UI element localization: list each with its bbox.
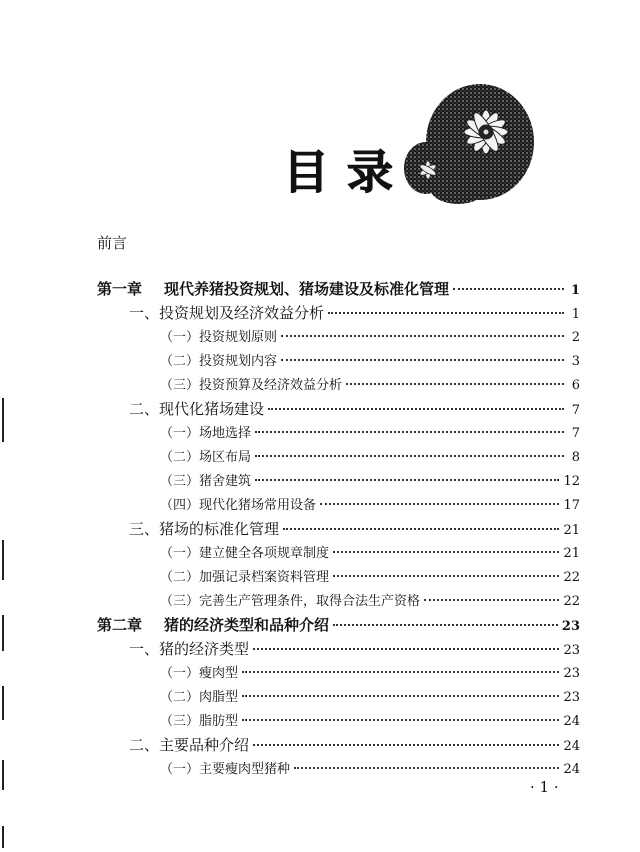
toc-entry-text: （一）建立健全各项规章制度 xyxy=(160,546,330,561)
toc-entry xyxy=(160,590,580,612)
dot-leader xyxy=(242,695,559,697)
toc-page-number: 22 xyxy=(563,570,580,585)
scan-edge-mark xyxy=(2,540,4,580)
toc-entry-text: 现代养猪投资规划、猪场建设及标准化管理 xyxy=(164,280,450,298)
toc-page-number: 23 xyxy=(563,643,580,658)
toc-entry xyxy=(160,710,580,732)
toc-entry-text: （二）肉脂型 xyxy=(160,690,239,705)
toc-entry-label xyxy=(129,638,249,659)
toc-entry-label xyxy=(160,662,238,681)
dot-leader xyxy=(283,528,559,530)
toc-entry-text: （一）主要瘦肉型猪种 xyxy=(160,762,291,777)
dot-leader xyxy=(268,408,564,410)
toc-entry-text: （三）投资预算及经济效益分析 xyxy=(160,378,343,393)
toc-entry xyxy=(160,662,580,684)
toc-page-number: 7 xyxy=(571,426,580,441)
toc-page-number: 2 xyxy=(571,330,580,345)
toc-entry xyxy=(97,614,580,636)
dot-leader xyxy=(328,312,564,314)
toc-entry-label xyxy=(160,470,251,489)
dot-leader xyxy=(281,359,564,361)
toc-entry-label xyxy=(160,710,238,729)
toc-page-number: 23 xyxy=(563,690,580,705)
toc-entry-text: （三）猪舍建筑 xyxy=(160,474,252,489)
toc-entry xyxy=(97,278,580,300)
toc-entry-label xyxy=(129,734,249,755)
toc-entry-text: （一）场地选择 xyxy=(160,426,252,441)
toc-entry xyxy=(160,326,580,348)
dot-leader xyxy=(242,719,559,721)
toc-entry-label xyxy=(160,566,329,585)
toc-entry xyxy=(129,398,580,420)
dot-leader xyxy=(255,431,564,433)
toc-entry-label xyxy=(160,350,277,369)
toc-entry xyxy=(160,758,580,780)
dot-leader xyxy=(255,479,559,481)
toc-page-number: 1 xyxy=(571,307,580,322)
dot-leader xyxy=(242,671,559,673)
dot-leader xyxy=(333,624,558,626)
toc-entry-label xyxy=(160,422,251,441)
toc-page-number: 21 xyxy=(563,546,580,561)
toc-entry xyxy=(160,686,580,708)
toc-entry-label xyxy=(129,302,324,323)
toc-page-number: 21 xyxy=(563,523,580,538)
preface-heading: 前言 xyxy=(97,234,128,252)
toc-page-number: 12 xyxy=(563,474,580,489)
toc-entry-label xyxy=(97,278,449,299)
dot-leader xyxy=(281,335,564,337)
toc-entry xyxy=(129,638,580,660)
toc-entry-text: （一）投资规划原则 xyxy=(160,330,278,345)
toc-page-number: 24 xyxy=(563,739,580,754)
toc-page-number: 1 xyxy=(570,283,580,298)
toc-entry xyxy=(160,494,580,516)
toc-entry xyxy=(160,446,580,468)
toc-page-number: 17 xyxy=(563,498,580,513)
toc-page-number: 6 xyxy=(571,378,580,393)
toc-entry-text: （三）完善生产管理条件，取得合法生产资格 xyxy=(160,594,421,609)
toc-page-number: 23 xyxy=(561,619,580,634)
toc-entry-text: （二）场区布局 xyxy=(160,450,252,465)
dot-leader xyxy=(333,551,559,553)
dot-leader xyxy=(253,648,559,650)
toc-entry-text: 三、猪场的标准化管理 xyxy=(129,520,280,538)
toc-entry xyxy=(129,734,580,756)
page-number: · 1 · xyxy=(530,778,559,796)
scan-edge-mark xyxy=(2,686,4,720)
toc-entry-label xyxy=(160,374,342,393)
toc-entry-label xyxy=(160,686,238,705)
toc-entry xyxy=(160,470,580,492)
toc-entry xyxy=(160,422,580,444)
toc-entry-label xyxy=(160,446,251,465)
toc-entry xyxy=(160,374,580,396)
scan-edge-mark xyxy=(2,615,4,651)
toc-entry-label xyxy=(129,398,264,419)
dot-leader xyxy=(253,744,559,746)
toc-entry-text: （二）投资规划内容 xyxy=(160,354,278,369)
toc-page-number: 8 xyxy=(571,450,580,465)
dot-leader xyxy=(320,503,559,505)
toc-entry xyxy=(129,518,580,540)
toc-entry-text: 一、投资规划及经济效益分析 xyxy=(129,304,325,322)
flower-ornament-icon xyxy=(398,80,538,210)
toc-page-number: 3 xyxy=(571,354,580,369)
toc-page-number: 24 xyxy=(563,762,580,777)
title-char: 录 xyxy=(347,145,411,199)
dot-leader xyxy=(424,599,559,601)
scan-edge-mark xyxy=(2,398,4,442)
title-char: 目 xyxy=(283,145,347,199)
toc-entry-text: （三）脂肪型 xyxy=(160,714,239,729)
scan-edge-mark xyxy=(2,760,4,790)
dot-leader xyxy=(453,288,564,290)
page-title xyxy=(283,136,411,202)
toc-page-number: 22 xyxy=(563,594,580,609)
toc-entry-text: 二、现代化猪场建设 xyxy=(129,400,265,418)
toc-entry-label xyxy=(129,518,279,539)
toc-entry-text: 二、主要品种介绍 xyxy=(129,736,250,754)
toc-entry xyxy=(160,350,580,372)
toc-entry-text: 一、猪的经济类型 xyxy=(129,640,250,658)
chapter-number: 第二章 xyxy=(97,616,143,634)
toc-page-number: 7 xyxy=(571,403,580,418)
dot-leader xyxy=(346,383,564,385)
toc-entry-label xyxy=(160,542,329,561)
dot-leader xyxy=(255,455,564,457)
toc-page-number: 23 xyxy=(563,666,580,681)
toc-entry xyxy=(129,302,580,324)
toc-entry xyxy=(160,542,580,564)
toc-entry-text: （二）加强记录档案资料管理 xyxy=(160,570,330,585)
toc-entry xyxy=(160,566,580,588)
scan-edge-mark xyxy=(2,826,4,848)
toc-entry-text: （一）瘦肉型 xyxy=(160,666,239,681)
toc-entry-text: （四）现代化猪场常用设备 xyxy=(160,498,317,513)
toc-entry-label xyxy=(160,326,277,345)
toc-entry-text: 猪的经济类型和品种介绍 xyxy=(164,616,330,634)
toc-entry-label xyxy=(160,494,316,513)
toc-page-number: 24 xyxy=(563,714,580,729)
dot-leader xyxy=(333,575,559,577)
toc-entry-label xyxy=(160,758,290,777)
dot-leader xyxy=(294,767,559,769)
toc-entry-label xyxy=(97,614,329,635)
chapter-number: 第一章 xyxy=(97,280,143,298)
toc-entry-label xyxy=(160,590,420,609)
